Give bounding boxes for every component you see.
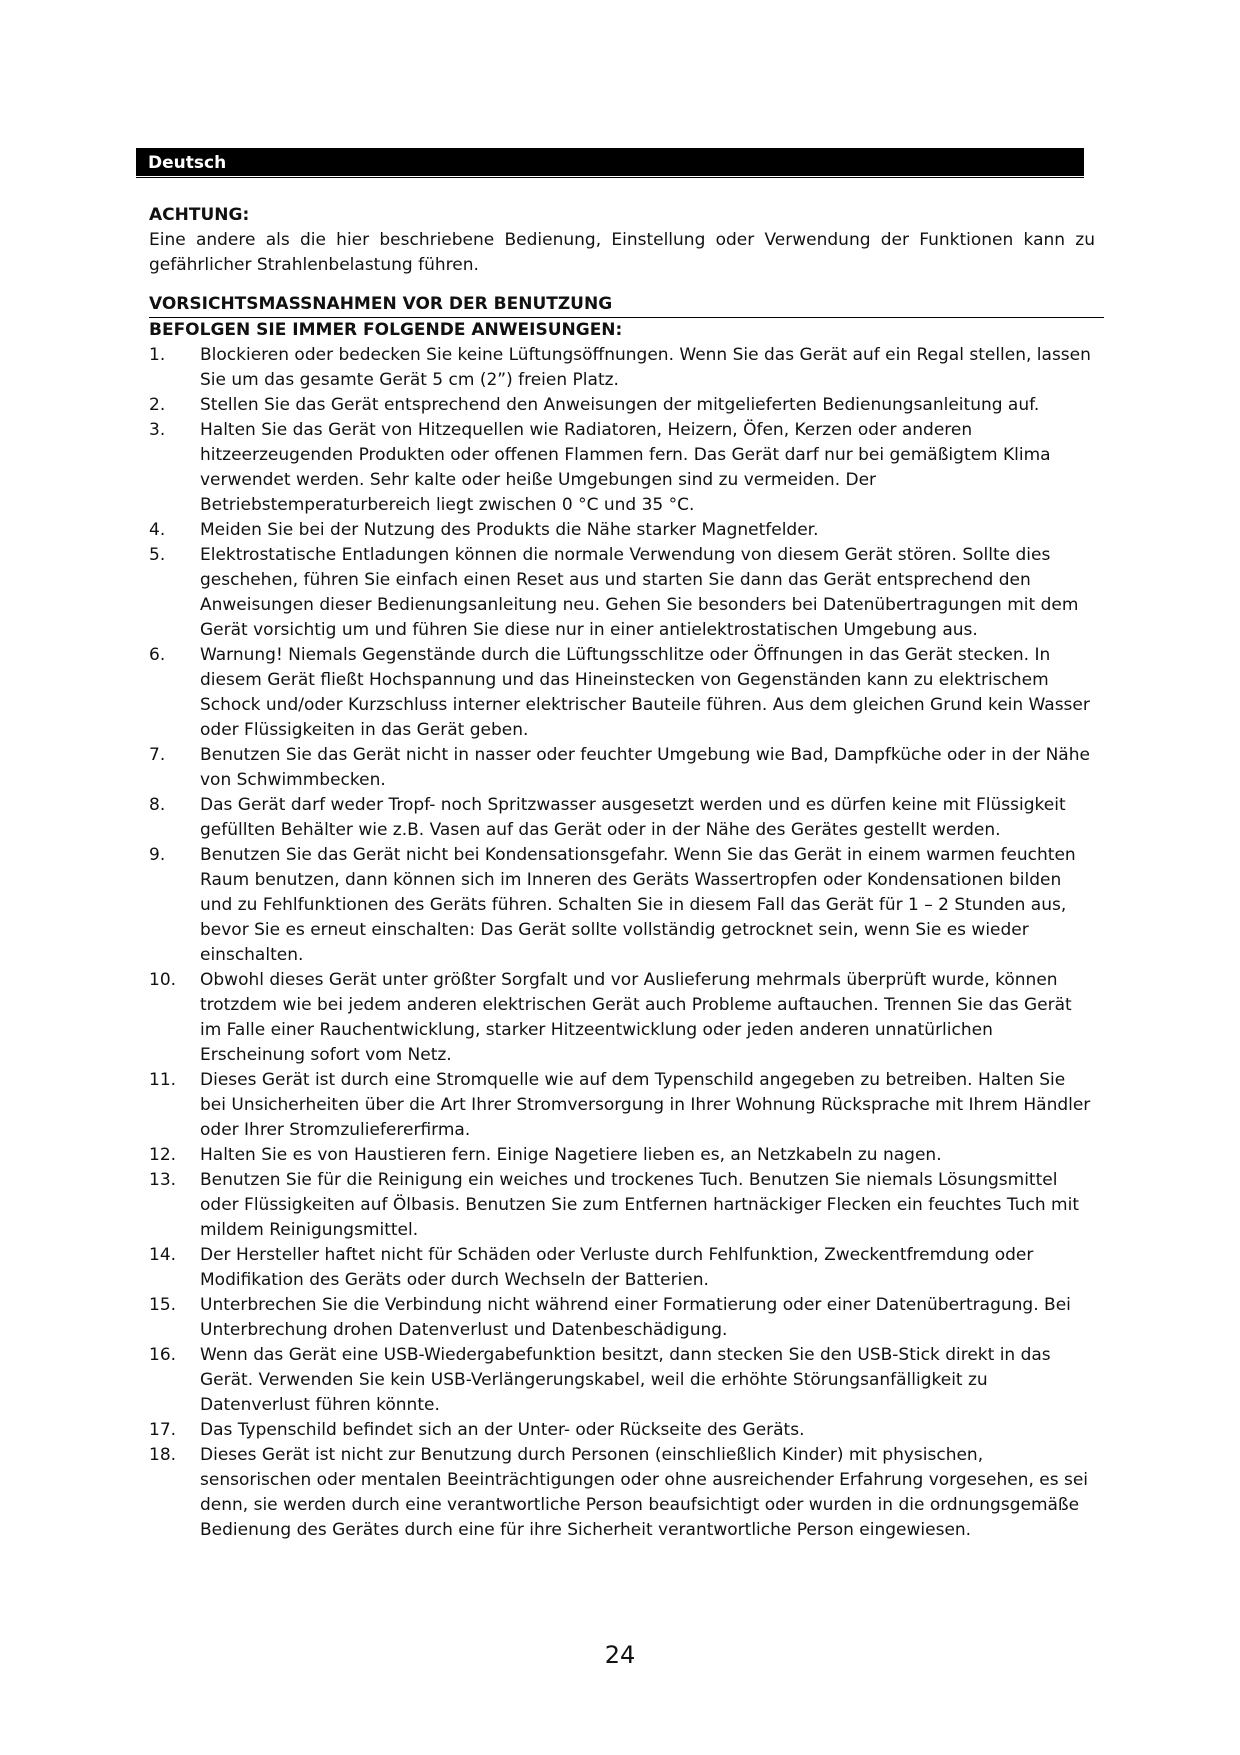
item-text: Das Gerät darf weder Tropf- noch Spritzwasser ausgesetzt werden und es dürfen keine mit Flüssigkeit gefüllten Behälter wie z.B. Vasen auf das Gerät oder in der Nähe des Gerätes gestellt werden.: [200, 795, 1066, 840]
item-number: 1.: [149, 345, 166, 365]
language-label: Deutsch: [148, 153, 227, 173]
list-item: [149, 1168, 1095, 1243]
item-number: 9.: [149, 845, 166, 865]
list-item: [149, 543, 1095, 643]
item-text: Stellen Sie das Gerät entsprechend den Anweisungen der mitgelieferten Bedienungsanleitung auf.: [200, 395, 1040, 415]
item-text: Dieses Gerät ist nicht zur Benutzung durch Personen (einschließlich Kinder) mit physischen, sensorischen oder mentalen Beeinträchtigungen oder ohne ausreichender Erfahrung vorgesehen, es sei denn, sie werden durch eine verantwortliche Person beaufsichtigt oder wurden in die ordnungsgemäße Bedienung des Gerätes durch eine für ihre Sicherheit verantwortliche Person eingewiesen.: [200, 1445, 1089, 1540]
list-item: [149, 1293, 1095, 1343]
item-number: 5.: [149, 545, 166, 565]
item-number: 13.: [149, 1170, 177, 1190]
list-item: [149, 1343, 1095, 1418]
item-text: Halten Sie es von Haustieren fern. Einige Nagetiere lieben es, an Netzkabeln zu nagen.: [200, 1145, 942, 1165]
item-number: 6.: [149, 645, 166, 665]
list-item: [149, 1418, 1095, 1443]
item-text: Warnung! Niemals Gegenstände durch die Lüftungsschlitze oder Öffnungen in das Gerät stecken. In diesem Gerät fließt Hochspannung und das Hineinstecken von Gegenständen kann zu elektrischem Schock und/oder Kurzschluss interner elektrischer Bauteile führen. Aus dem gleichen Grund kein Wasser oder Flüssigkeiten in das Gerät geben.: [200, 645, 1090, 740]
item-text: Halten Sie das Gerät von Hitzequellen wie Radiatoren, Heizern, Öfen, Kerzen oder anderen hitzeerzeugenden Produkten oder offenen Flammen fern. Das Gerät darf nur bei gemäßigtem Klima verwendet werden. Sehr kalte oder heiße Umgebungen sind zu vermeiden. Der Betriebstemperaturbereich liegt zwischen 0 °C und 35 °C.: [200, 420, 1051, 515]
precautions-title: VORSICHTSMASSNAHMEN VOR DER BENUTZUNG: [149, 292, 1104, 318]
item-number: 14.: [149, 1245, 177, 1265]
item-number: 4.: [149, 520, 166, 540]
item-text: Benutzen Sie das Gerät nicht in nasser oder feuchter Umgebung wie Bad, Dampfküche oder in der Nähe von Schwimmbecken.: [200, 745, 1090, 790]
page-number: 24: [604, 1641, 636, 1669]
item-number: 3.: [149, 420, 166, 440]
list-item: [149, 1068, 1095, 1143]
header-divider: [136, 177, 1084, 178]
item-number: 18.: [149, 1445, 177, 1465]
list-item: [149, 418, 1095, 518]
item-number: 8.: [149, 795, 166, 815]
warning-text: Eine andere als die hier beschriebene Bedienung, Einstellung oder Verwendung der Funktionen kann zu gefährlicher Strahlenbelastung führen.: [149, 230, 1095, 275]
item-number: 2.: [149, 395, 166, 415]
list-item: [149, 343, 1095, 393]
item-number: 15.: [149, 1295, 177, 1315]
list-item: [149, 1143, 1095, 1168]
item-number: 11.: [149, 1070, 177, 1090]
item-text: Meiden Sie bei der Nutzung des Produkts die Nähe starker Magnetfelder.: [200, 520, 819, 540]
list-item: [149, 1443, 1095, 1543]
list-item: [149, 1243, 1095, 1293]
list-item: [149, 968, 1095, 1068]
item-text: Unterbrechen Sie die Verbindung nicht während einer Formatierung oder einer Datenübertragung. Bei Unterbrechung drohen Datenverlust und Datenbeschädigung.: [200, 1295, 1071, 1340]
precautions-list: [149, 343, 1095, 1543]
item-text: Elektrostatische Entladungen können die normale Verwendung von diesem Gerät stören. Sollte dies geschehen, führen Sie einfach einen Reset aus und starten Sie dann das Gerät entsprechend den Anweisungen dieser Bedienungsanleitung neu. Gehen Sie besonders bei Datenübertragungen mit dem Gerät vorsichtig um und führen Sie diese nur in einer antielektrostatischen Umgebung aus.: [200, 545, 1079, 640]
item-text: Dieses Gerät ist durch eine Stromquelle wie auf dem Typenschild angegeben zu betreiben. Halten Sie bei Unsicherheiten über die Art Ihrer Stromversorgung in Ihrer Wohnung Rücksprache mit Ihrem Händler oder Ihrer Stromzuliefererfirma.: [200, 1070, 1091, 1140]
list-item: [149, 643, 1095, 743]
item-number: 10.: [149, 970, 177, 990]
item-number: 17.: [149, 1420, 177, 1440]
item-text: Blockieren oder bedecken Sie keine Lüftungsöffnungen. Wenn Sie das Gerät auf ein Regal stellen, lassen Sie um das gesamte Gerät 5 cm (2”) freien Platz.: [200, 345, 1091, 390]
list-item: [149, 743, 1095, 793]
list-item: [149, 843, 1095, 968]
item-text: Benutzen Sie für die Reinigung ein weiches und trockenes Tuch. Benutzen Sie niemals Lösungsmittel oder Flüssigkeiten auf Ölbasis. Benutzen Sie zum Entfernen hartnäckiger Flecken ein feuchtes Tuch mit mildem Reinigungsmittel.: [200, 1170, 1079, 1240]
item-number: 12.: [149, 1145, 177, 1165]
item-number: 16.: [149, 1345, 177, 1365]
precautions-subtitle: BEFOLGEN SIE IMMER FOLGENDE ANWEISUNGEN:: [149, 320, 623, 340]
warning-title: ACHTUNG:: [149, 205, 250, 225]
language-header-bar: [136, 148, 1084, 176]
list-item: [149, 793, 1095, 843]
list-item: [149, 518, 1095, 543]
item-text: Wenn das Gerät eine USB-Wiedergabefunktion besitzt, dann stecken Sie den USB-Stick direkt in das Gerät. Verwenden Sie kein USB-Verlängerungskabel, weil die erhöhte Störungsanfälligkeit zu Datenverlust führen könnte.: [200, 1345, 1051, 1415]
item-text: Das Typenschild befindet sich an der Unter- oder Rückseite des Geräts.: [200, 1420, 805, 1440]
list-item: [149, 393, 1095, 418]
item-text: Obwohl dieses Gerät unter größter Sorgfalt und vor Auslieferung mehrmals überprüft wurde, können trotzdem wie bei jedem anderen elektrischen Gerät auch Probleme auftauchen. Trennen Sie das Gerät im Falle einer Rauchentwicklung, starker Hitzeentwicklung oder jeden anderen unnatürlichen Erscheinung sofort vom Netz.: [200, 970, 1072, 1065]
page-content: [149, 203, 1095, 1543]
item-text: Der Hersteller haftet nicht für Schäden oder Verluste durch Fehlfunktion, Zweckentfremdung oder Modifikation des Geräts oder durch Wechseln der Batterien.: [200, 1245, 1034, 1290]
item-number: 7.: [149, 745, 166, 765]
item-text: Benutzen Sie das Gerät nicht bei Kondensationsgefahr. Wenn Sie das Gerät in einem warmen feuchten Raum benutzen, dann können sich im Inneren des Geräts Wassertropfen oder Kondensationen bilden und zu Fehlfunktionen des Geräts führen. Schalten Sie in diesem Fall das Gerät für 1 – 2 Stunden aus, bevor Sie es erneut einschalten: Das Gerät sollte vollständig getrocknet sein, wenn Sie es wieder einschalten.: [200, 845, 1076, 965]
